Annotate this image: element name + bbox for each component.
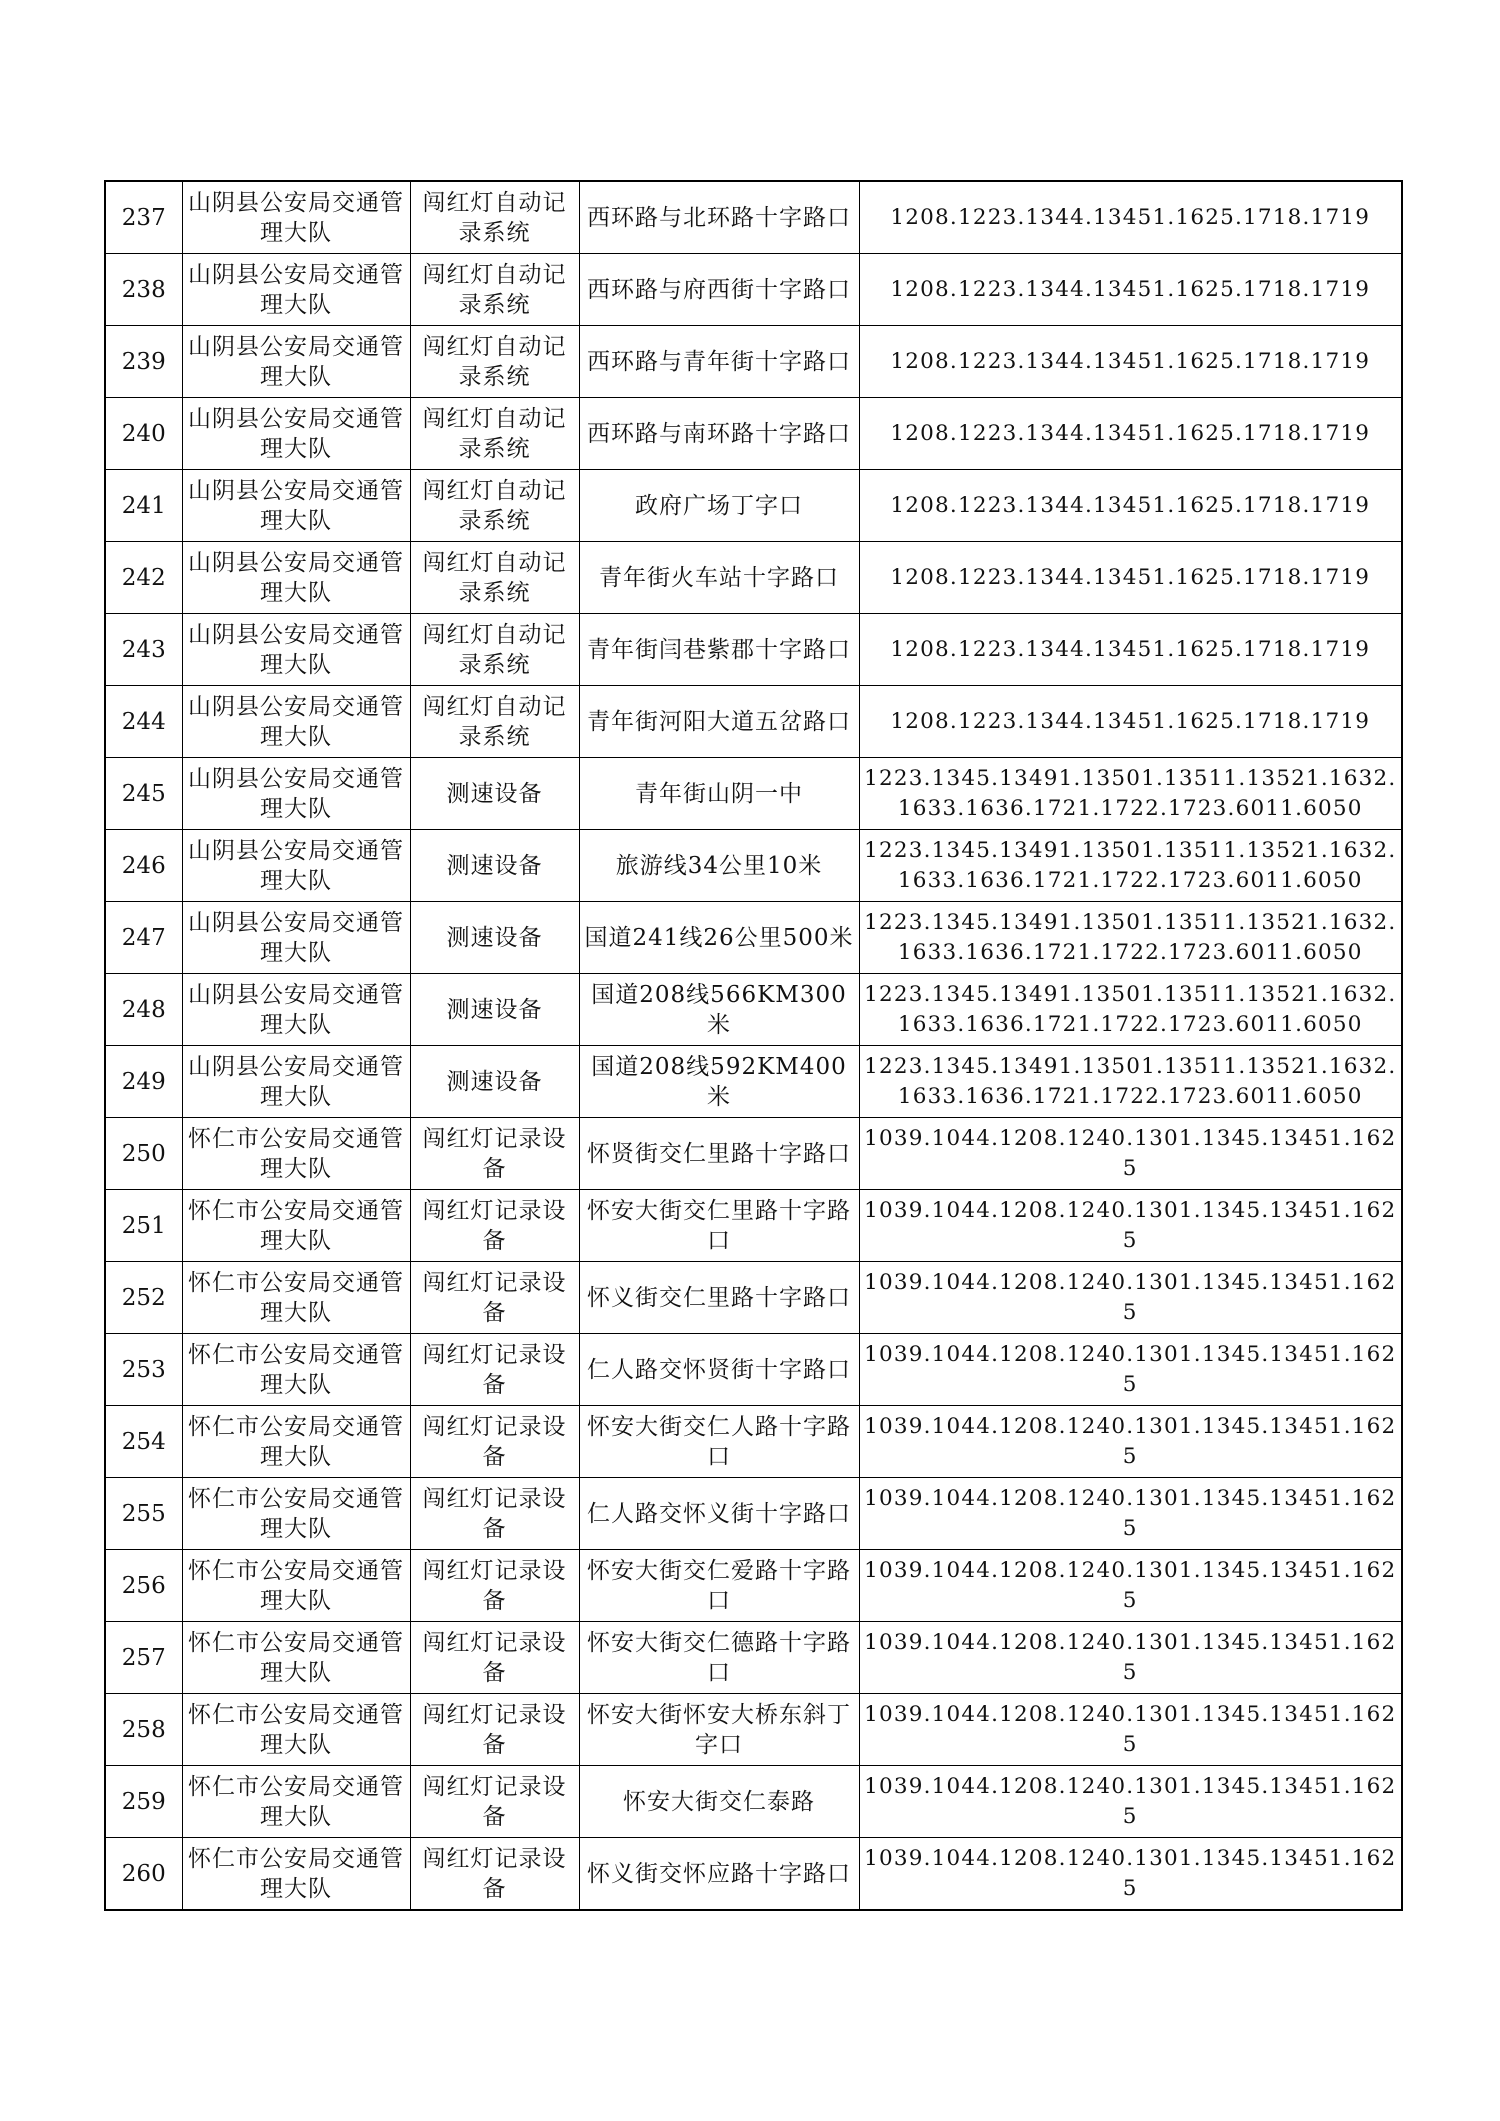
device-type-cell: 闯红灯记录设备 bbox=[410, 1622, 579, 1694]
violation-codes-cell: 1039.1044.1208.1240.1301.1345.13451.1625 bbox=[859, 1118, 1402, 1190]
location-cell: 西环路与北环路十字路口 bbox=[579, 181, 859, 254]
row-number-cell: 245 bbox=[105, 758, 182, 830]
table-row bbox=[105, 830, 1402, 902]
unit-cell: 山阴县公安局交通管理大队 bbox=[182, 686, 410, 758]
violation-codes-cell: 1039.1044.1208.1240.1301.1345.13451.1625 bbox=[859, 1550, 1402, 1622]
row-number-cell: 250 bbox=[105, 1118, 182, 1190]
device-type-cell: 测速设备 bbox=[410, 902, 579, 974]
table-row bbox=[105, 614, 1402, 686]
table-row bbox=[105, 1262, 1402, 1334]
violation-codes-cell: 1223.1345.13491.13501.13511.13521.1632.1633.1636.1721.1722.1723.6011.6050 bbox=[859, 902, 1402, 974]
row-number-cell: 240 bbox=[105, 398, 182, 470]
device-type-cell: 闯红灯记录设备 bbox=[410, 1478, 579, 1550]
table-row bbox=[105, 902, 1402, 974]
unit-cell: 怀仁市公安局交通管理大队 bbox=[182, 1766, 410, 1838]
row-number-cell: 255 bbox=[105, 1478, 182, 1550]
row-number-cell: 249 bbox=[105, 1046, 182, 1118]
table-row bbox=[105, 1478, 1402, 1550]
table-row bbox=[105, 1766, 1402, 1838]
device-type-cell: 闯红灯记录设备 bbox=[410, 1406, 579, 1478]
violation-codes-cell: 1208.1223.1344.13451.1625.1718.1719 bbox=[859, 542, 1402, 614]
table-body bbox=[105, 181, 1402, 1910]
table-row bbox=[105, 1694, 1402, 1766]
location-cell: 旅游线34公里10米 bbox=[579, 830, 859, 902]
violation-codes-cell: 1208.1223.1344.13451.1625.1718.1719 bbox=[859, 686, 1402, 758]
row-number-cell: 252 bbox=[105, 1262, 182, 1334]
location-cell: 国道208线566KM300米 bbox=[579, 974, 859, 1046]
row-number-cell: 247 bbox=[105, 902, 182, 974]
location-cell: 怀义街交怀应路十字路口 bbox=[579, 1838, 859, 1911]
device-type-cell: 闯红灯自动记录系统 bbox=[410, 181, 579, 254]
row-number-cell: 260 bbox=[105, 1838, 182, 1911]
table-row bbox=[105, 398, 1402, 470]
violation-codes-cell: 1039.1044.1208.1240.1301.1345.13451.1625 bbox=[859, 1478, 1402, 1550]
device-type-cell: 闯红灯记录设备 bbox=[410, 1838, 579, 1911]
row-number-cell: 244 bbox=[105, 686, 182, 758]
table-row bbox=[105, 326, 1402, 398]
violation-codes-cell: 1039.1044.1208.1240.1301.1345.13451.1625 bbox=[859, 1838, 1402, 1911]
unit-cell: 怀仁市公安局交通管理大队 bbox=[182, 1334, 410, 1406]
location-cell: 怀安大街交仁泰路 bbox=[579, 1766, 859, 1838]
unit-cell: 山阴县公安局交通管理大队 bbox=[182, 758, 410, 830]
unit-cell: 山阴县公安局交通管理大队 bbox=[182, 542, 410, 614]
violation-codes-cell: 1223.1345.13491.13501.13511.13521.1632.1633.1636.1721.1722.1723.6011.6050 bbox=[859, 974, 1402, 1046]
row-number-cell: 241 bbox=[105, 470, 182, 542]
device-type-cell: 闯红灯记录设备 bbox=[410, 1118, 579, 1190]
device-type-cell: 测速设备 bbox=[410, 758, 579, 830]
table-row bbox=[105, 542, 1402, 614]
row-number-cell: 251 bbox=[105, 1190, 182, 1262]
violation-codes-cell: 1208.1223.1344.13451.1625.1718.1719 bbox=[859, 614, 1402, 686]
violation-codes-cell: 1208.1223.1344.13451.1625.1718.1719 bbox=[859, 181, 1402, 254]
row-number-cell: 248 bbox=[105, 974, 182, 1046]
device-type-cell: 闯红灯自动记录系统 bbox=[410, 614, 579, 686]
unit-cell: 山阴县公安局交通管理大队 bbox=[182, 254, 410, 326]
device-type-cell: 闯红灯记录设备 bbox=[410, 1550, 579, 1622]
location-cell: 青年街闫巷紫郡十字路口 bbox=[579, 614, 859, 686]
violation-codes-cell: 1039.1044.1208.1240.1301.1345.13451.1625 bbox=[859, 1334, 1402, 1406]
violation-codes-cell: 1039.1044.1208.1240.1301.1345.13451.1625 bbox=[859, 1262, 1402, 1334]
device-table bbox=[104, 180, 1403, 1911]
unit-cell: 怀仁市公安局交通管理大队 bbox=[182, 1622, 410, 1694]
table-row bbox=[105, 1334, 1402, 1406]
table-row bbox=[105, 470, 1402, 542]
device-type-cell: 闯红灯记录设备 bbox=[410, 1334, 579, 1406]
unit-cell: 山阴县公安局交通管理大队 bbox=[182, 326, 410, 398]
device-type-cell: 闯红灯自动记录系统 bbox=[410, 542, 579, 614]
unit-cell: 山阴县公安局交通管理大队 bbox=[182, 614, 410, 686]
table-row bbox=[105, 974, 1402, 1046]
unit-cell: 山阴县公安局交通管理大队 bbox=[182, 470, 410, 542]
unit-cell: 怀仁市公安局交通管理大队 bbox=[182, 1190, 410, 1262]
unit-cell: 山阴县公安局交通管理大队 bbox=[182, 974, 410, 1046]
device-type-cell: 闯红灯自动记录系统 bbox=[410, 686, 579, 758]
table-row bbox=[105, 1190, 1402, 1262]
unit-cell: 怀仁市公安局交通管理大队 bbox=[182, 1838, 410, 1911]
violation-codes-cell: 1223.1345.13491.13501.13511.13521.1632.1633.1636.1721.1722.1723.6011.6050 bbox=[859, 758, 1402, 830]
violation-codes-cell: 1208.1223.1344.13451.1625.1718.1719 bbox=[859, 326, 1402, 398]
table-row bbox=[105, 1406, 1402, 1478]
location-cell: 政府广场丁字口 bbox=[579, 470, 859, 542]
violation-codes-cell: 1039.1044.1208.1240.1301.1345.13451.1625 bbox=[859, 1694, 1402, 1766]
row-number-cell: 258 bbox=[105, 1694, 182, 1766]
location-cell: 国道241线26公里500米 bbox=[579, 902, 859, 974]
location-cell: 怀安大街交仁德路十字路口 bbox=[579, 1622, 859, 1694]
device-type-cell: 闯红灯自动记录系统 bbox=[410, 470, 579, 542]
row-number-cell: 239 bbox=[105, 326, 182, 398]
location-cell: 怀安大街怀安大桥东斜丁字口 bbox=[579, 1694, 859, 1766]
unit-cell: 山阴县公安局交通管理大队 bbox=[182, 902, 410, 974]
violation-codes-cell: 1039.1044.1208.1240.1301.1345.13451.1625 bbox=[859, 1406, 1402, 1478]
location-cell: 青年街火车站十字路口 bbox=[579, 542, 859, 614]
violation-codes-cell: 1223.1345.13491.13501.13511.13521.1632.1633.1636.1721.1722.1723.6011.6050 bbox=[859, 830, 1402, 902]
location-cell: 西环路与南环路十字路口 bbox=[579, 398, 859, 470]
location-cell: 国道208线592KM400米 bbox=[579, 1046, 859, 1118]
location-cell: 怀安大街交仁爱路十字路口 bbox=[579, 1550, 859, 1622]
location-cell: 怀贤街交仁里路十字路口 bbox=[579, 1118, 859, 1190]
row-number-cell: 257 bbox=[105, 1622, 182, 1694]
table-row bbox=[105, 1118, 1402, 1190]
device-type-cell: 闯红灯记录设备 bbox=[410, 1694, 579, 1766]
location-cell: 西环路与府西街十字路口 bbox=[579, 254, 859, 326]
unit-cell: 山阴县公安局交通管理大队 bbox=[182, 181, 410, 254]
table-row bbox=[105, 758, 1402, 830]
table-row bbox=[105, 181, 1402, 254]
location-cell: 怀义街交仁里路十字路口 bbox=[579, 1262, 859, 1334]
table-row bbox=[105, 254, 1402, 326]
violation-codes-cell: 1208.1223.1344.13451.1625.1718.1719 bbox=[859, 398, 1402, 470]
table-row bbox=[105, 1046, 1402, 1118]
violation-codes-cell: 1039.1044.1208.1240.1301.1345.13451.1625 bbox=[859, 1190, 1402, 1262]
location-cell: 仁人路交怀贤街十字路口 bbox=[579, 1334, 859, 1406]
row-number-cell: 253 bbox=[105, 1334, 182, 1406]
device-type-cell: 测速设备 bbox=[410, 1046, 579, 1118]
location-cell: 怀安大街交仁人路十字路口 bbox=[579, 1406, 859, 1478]
violation-codes-cell: 1039.1044.1208.1240.1301.1345.13451.1625 bbox=[859, 1622, 1402, 1694]
location-cell: 西环路与青年街十字路口 bbox=[579, 326, 859, 398]
unit-cell: 怀仁市公安局交通管理大队 bbox=[182, 1262, 410, 1334]
device-type-cell: 闯红灯记录设备 bbox=[410, 1766, 579, 1838]
device-type-cell: 闯红灯自动记录系统 bbox=[410, 254, 579, 326]
violation-codes-cell: 1039.1044.1208.1240.1301.1345.13451.1625 bbox=[859, 1766, 1402, 1838]
device-type-cell: 闯红灯自动记录系统 bbox=[410, 326, 579, 398]
unit-cell: 山阴县公安局交通管理大队 bbox=[182, 830, 410, 902]
unit-cell: 怀仁市公安局交通管理大队 bbox=[182, 1478, 410, 1550]
location-cell: 青年街山阴一中 bbox=[579, 758, 859, 830]
device-type-cell: 测速设备 bbox=[410, 974, 579, 1046]
violation-codes-cell: 1208.1223.1344.13451.1625.1718.1719 bbox=[859, 254, 1402, 326]
table-row bbox=[105, 1550, 1402, 1622]
unit-cell: 怀仁市公安局交通管理大队 bbox=[182, 1118, 410, 1190]
device-type-cell: 闯红灯记录设备 bbox=[410, 1262, 579, 1334]
device-type-cell: 测速设备 bbox=[410, 830, 579, 902]
unit-cell: 怀仁市公安局交通管理大队 bbox=[182, 1550, 410, 1622]
row-number-cell: 259 bbox=[105, 1766, 182, 1838]
row-number-cell: 254 bbox=[105, 1406, 182, 1478]
unit-cell: 山阴县公安局交通管理大队 bbox=[182, 1046, 410, 1118]
table-row bbox=[105, 1622, 1402, 1694]
table-row bbox=[105, 686, 1402, 758]
location-cell: 怀安大街交仁里路十字路口 bbox=[579, 1190, 859, 1262]
row-number-cell: 246 bbox=[105, 830, 182, 902]
device-type-cell: 闯红灯记录设备 bbox=[410, 1190, 579, 1262]
row-number-cell: 242 bbox=[105, 542, 182, 614]
row-number-cell: 237 bbox=[105, 181, 182, 254]
violation-codes-cell: 1208.1223.1344.13451.1625.1718.1719 bbox=[859, 470, 1402, 542]
unit-cell: 山阴县公安局交通管理大队 bbox=[182, 398, 410, 470]
violation-codes-cell: 1223.1345.13491.13501.13511.13521.1632.1633.1636.1721.1722.1723.6011.6050 bbox=[859, 1046, 1402, 1118]
location-cell: 仁人路交怀义街十字路口 bbox=[579, 1478, 859, 1550]
row-number-cell: 256 bbox=[105, 1550, 182, 1622]
location-cell: 青年街河阳大道五岔路口 bbox=[579, 686, 859, 758]
device-type-cell: 闯红灯自动记录系统 bbox=[410, 398, 579, 470]
row-number-cell: 238 bbox=[105, 254, 182, 326]
unit-cell: 怀仁市公安局交通管理大队 bbox=[182, 1694, 410, 1766]
unit-cell: 怀仁市公安局交通管理大队 bbox=[182, 1406, 410, 1478]
table-row bbox=[105, 1838, 1402, 1911]
row-number-cell: 243 bbox=[105, 614, 182, 686]
